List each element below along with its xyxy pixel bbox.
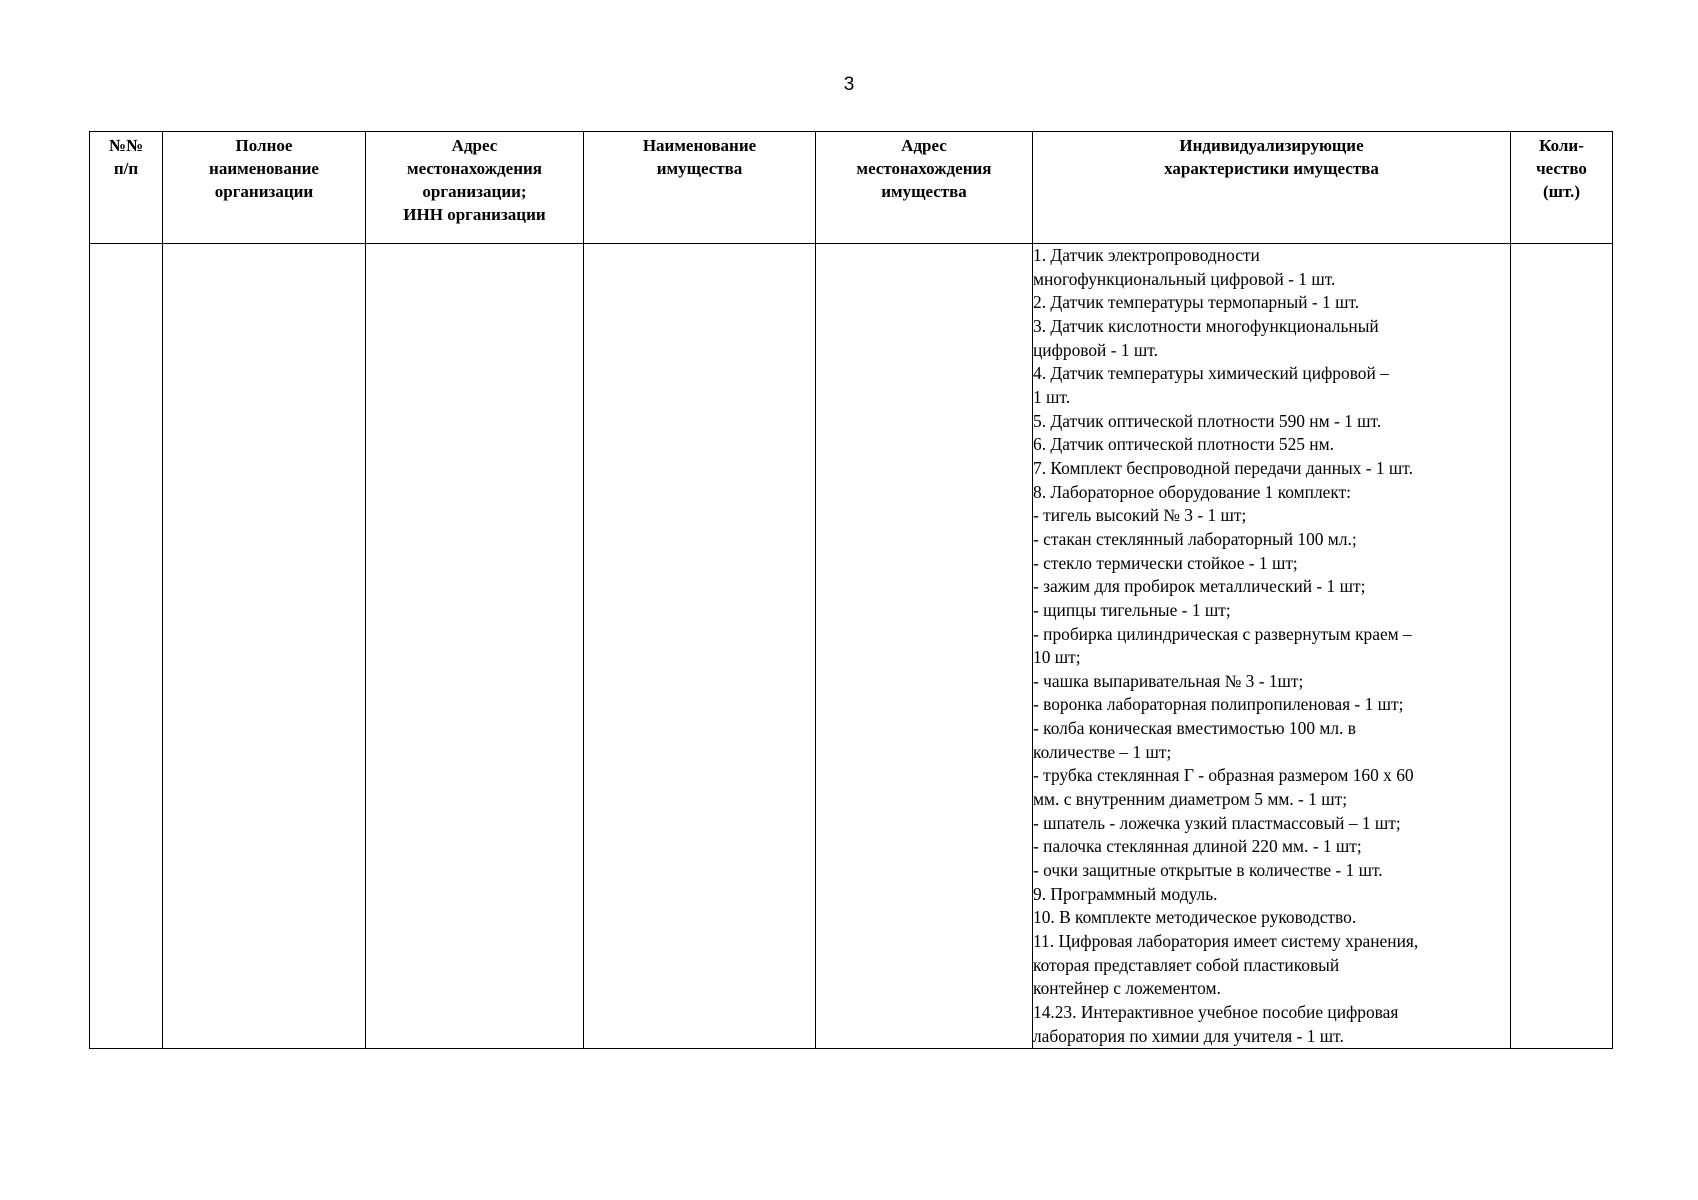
header-line: имущества [656,159,743,178]
characteristics-line: 8. Лабораторное оборудование 1 комплект: [1033,481,1352,502]
header-line: местонахождения [856,159,992,178]
characteristics-line: - чашка выпаривательная № 3 - 1шт; [1033,670,1304,691]
characteristics-line: 6. Датчик оптической плотности 525 нм. [1033,434,1334,455]
cell-characteristics [1033,244,1511,1049]
characteristics-line: 10. В комплекте методическое руководство. [1033,907,1357,928]
header-line: чество [1536,159,1587,178]
characteristics-line: - щипцы тигельные - 1 шт; [1033,599,1231,620]
header-line: Полное [235,136,293,155]
characteristics-line: контейнер с ложементом. [1033,978,1221,999]
characteristics-line: - трубка стеклянная Г - образная размером 160 х 60 [1033,765,1414,786]
header-property-name [584,132,816,244]
characteristics-line: - палочка стеклянная длиной 220 мм. - 1 шт; [1033,836,1362,857]
header-line: Адрес [901,136,947,155]
characteristics-line: - очки защитные открытые в количестве - 1 шт. [1033,860,1383,881]
characteristics-line: 4. Датчик температуры химический цифровой – [1033,363,1389,384]
characteristics-line: 9. Программный модуль. [1033,883,1218,904]
characteristics-line: - шпатель - ложечка узкий пластмассовый – 1 шт; [1033,812,1401,833]
header-org-address [366,132,584,244]
cell-property-name [584,244,816,1049]
header-characteristics [1033,132,1511,244]
characteristics-line: многофункциональный цифровой - 1 шт. [1033,268,1336,289]
page-number: 3 [843,74,855,95]
header-line: наименование [209,159,319,178]
characteristics-line: - пробирка цилиндрическая с развернутым краем – [1033,623,1412,644]
header-line: ИНН организации [403,205,546,224]
characteristics-line: 7. Комплект беспроводной передачи данных - 1 шт. [1033,457,1413,478]
header-org-name [163,132,366,244]
header-line: Наименование [642,136,757,155]
header-line: Индивидуализирующие [1179,136,1364,155]
characteristics-line: которая представляет собой пластиковый [1033,954,1340,975]
characteristics-line: - зажим для пробирок металлический - 1 шт; [1033,576,1366,597]
header-line: характеристики имущества [1164,159,1379,178]
characteristics-line: 10 шт; [1033,647,1081,668]
cell-num [90,244,163,1049]
characteristics-line: - стекло термически стойкое - 1 шт; [1033,552,1298,573]
characteristics-line: 2. Датчик температуры термопарный - 1 шт. [1033,292,1360,313]
cell-property-address [816,244,1033,1049]
characteristics-line: - стакан стеклянный лабораторный 100 мл.; [1033,528,1357,549]
header-line: имущества [881,182,967,201]
header-line: местонахождения [407,159,542,178]
characteristics-line: мм. с внутренним диаметром 5 мм. - 1 шт; [1033,789,1348,810]
characteristics-line: 5. Датчик оптической плотности 590 нм - 1 шт. [1033,410,1382,431]
characteristics-line: 1. Датчик электропроводности [1033,245,1260,265]
characteristics-line: 1 шт. [1033,386,1071,407]
characteristics-line: 11. Цифровая лаборатория имеет систему хранения, [1033,931,1419,952]
characteristics-line: - воронка лабораторная полипропиленовая - 1 шт; [1033,694,1404,715]
header-line: №№ [108,136,144,155]
characteristics-line: - колба коническая вместимостью 100 мл. в [1033,718,1356,739]
header-line: Коли- [1539,136,1584,155]
header-line: Адрес [451,136,498,155]
cell-org-name [163,244,366,1049]
header-line: п/п [113,159,139,178]
characteristics-line: 14.23. Интерактивное учебное пособие цифровая [1033,1002,1399,1022]
header-quantity [1511,132,1613,244]
cell-org-address [366,244,584,1049]
characteristics-line: цифровой - 1 шт. [1033,339,1158,360]
header-line: организации; [422,182,527,201]
cell-quantity [1511,244,1613,1049]
property-table [89,131,1613,1049]
header-line: (шт.) [1543,182,1580,201]
header-num [90,132,163,244]
characteristics-line: 3. Датчик кислотности многофункциональный [1033,315,1379,336]
characteristics-line: лаборатория по химии для учителя - 1 шт. [1033,1025,1344,1046]
table-row [90,244,1613,1049]
header-property-address [816,132,1033,244]
header-line: организации [214,182,314,201]
characteristics-line: - тигель высокий № 3 - 1 шт; [1033,505,1247,526]
characteristics-line: количестве – 1 шт; [1033,741,1172,762]
table-header-row [90,132,1613,244]
